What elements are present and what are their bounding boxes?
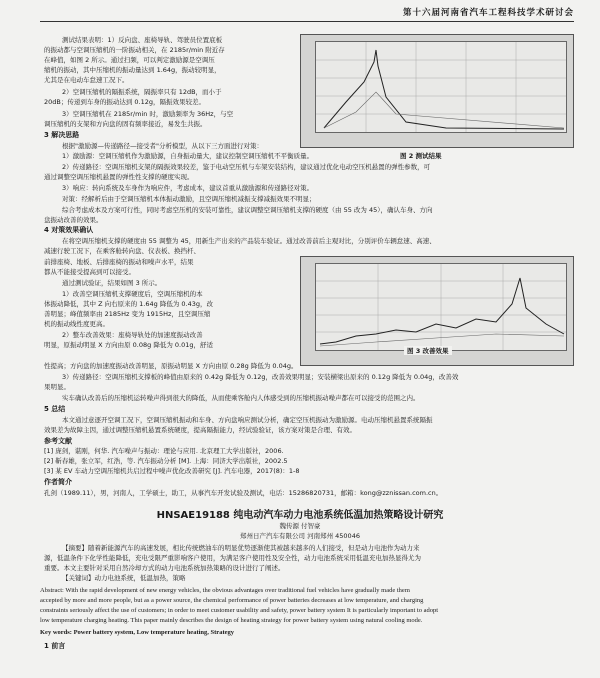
para-line: 性提高；方向盘的加速度振动改善明显，原振动明显 X 方向由原 0.28g 降低为 0.04g。 — [44, 362, 298, 370]
reference-item: [1] 庞剑，谌刚，何华. 汽车噪声与振动：理论与应用. 北京理工大学出版社，2006. — [44, 447, 284, 455]
abstract-cn-line: 重要。本文主要针对采用自然冷却方式的动力电池系统加热策略的设计进行了阐述。 — [44, 564, 285, 572]
para-line: 调压缩机的支架和方向盘的固有频率接近，易发生共振。 — [44, 120, 207, 128]
abstract-en-line: Abstract: With the rapid development of new energy vehicles, the obvious advantages over traditional fuel vehicles have gradually made them — [40, 587, 410, 594]
gridlines — [316, 42, 566, 132]
section-5-heading: 5 总结 — [44, 405, 66, 413]
measurement-curve — [324, 50, 564, 129]
paper-2-title: HNSAE19188 纯电动汽车动力电池系统低温加热策略设计研究 — [156, 510, 444, 521]
para-line: 对策：经解析后由于空调压缩机本体振动激励，且空调压缩机减振支撑减振效果不明显； — [62, 195, 316, 203]
para-line: 3）空调压缩机在 2185r/min 时，激励频率为 36Hz，与空 — [62, 110, 234, 118]
para-line: 本文通过意逐开空调工况下，空调压缩机振动和车身、方向盘响应测试分析，确定空压机振动为激励源。电动压缩机悬置系统隔振 — [62, 416, 433, 424]
para-line: 3）响应：转向系统及车身作为响应件，考虑成本，建议首重从激励源和传递路径对策。 — [62, 184, 314, 192]
para-line: 2）传递路径：空调压缩机支架的隔振效果较差，鉴于电动空压机与车架安装结构，建议通过优化电动空压机悬置的弹性参数，可 — [62, 163, 431, 171]
reference-item: [2] 靳春雄，张立军，红浩，等. 汽车振动分析 [M]. 上海：同济大学出版社，2002.5 — [44, 457, 288, 465]
para-line: 在峰值，如图 2 所示。通过扫频，可以判定激励源是空调压 — [44, 56, 215, 64]
para-line: 减速行驶工况下，在乘客舱转向盘、仪表板、换挡杆、 — [44, 247, 200, 255]
abstract-en-line: accepted by more and more people, but as a power source, the chemical performance of power batteries decreases at low temperature, and charging — [40, 597, 424, 604]
intro-heading: 1 前言 — [44, 642, 66, 650]
header-rule — [40, 21, 574, 22]
para-line: 盘振动改善的效果。 — [44, 216, 103, 224]
para-line: 根据"激励源—传递路径—接受者"分析模型，从以下三方面进行对策： — [62, 142, 263, 150]
secondary-curve — [324, 92, 564, 128]
para-line: 3）传递路径：空调压缩机支撑板的峰值由原来的 0.42g 降低为 0.12g，改善效果明显；安装横梁出原来的 0.12g 降低为 0.04g，改善效 — [62, 373, 459, 381]
para-line: 通过测试验证，结果如图 3 所示。 — [62, 279, 162, 287]
para-line: 前排座椅、地板、后排座椅的振动和噪声水平，结果 — [44, 258, 194, 266]
para-line: 1）改善空调压缩机支撑硬度后，空调压缩机的本 — [62, 290, 203, 298]
author-line: 孔剑（1989.11），男，河南人，工学硕士，助工，从事汽车开发试验及测试，电话：15286820731，邮箱：kong@zznissan.com.cn。 — [44, 489, 443, 497]
para-line: 2）空调压缩机的隔振系统，隔振率只有 12dB，而小于 — [62, 88, 222, 96]
abstract-cn-line: 【摘要】随着新能源汽车的高速发展，相比传统燃油车的明显优势逐渐使其被越来越多的人们接受，但是动力电池作为动力来 — [62, 544, 420, 552]
figure-2-plot — [300, 34, 574, 148]
abstract-en-line: constraints seriously affect the use of customers; in order to meet customer usability and safety, power battery system It is particularly important to adopt — [40, 607, 439, 614]
abstract-cn-line: 源，低温条件下化学性能降低，充电受限严重影响客户使用，为满足客户使用性及安全性，动力电池系统采用低温充电加热显得尤为 — [44, 554, 421, 562]
author-heading: 作者简介 — [44, 478, 72, 486]
para-line: 尤其是在电动车怠速工况下。 — [44, 76, 129, 84]
paper-2-affiliation: 郑州日产汽车有限公司 河南郑州 450046 — [240, 532, 360, 540]
para-line: 缩机的振动，其中压缩机的振动量达到 1.64g，振动较明显， — [44, 66, 221, 74]
para-line: 综合考虑成本及方案可行性，同时考虑空压机的安装可靠性，建议调整空调压缩机支撑的硬度（由 55 改为 45），确认车身、方向 — [62, 206, 433, 214]
para-line: 通过调整空调压缩机悬置的弹性性支撑的硬度实现。 — [44, 173, 194, 181]
reference-item: [3] 某 EV 车动力空调压缩机共启过程中噪声优化改善研究 [J]. 汽车电器，2017(8)：1-8 — [44, 467, 300, 475]
para-line: 体振动降低，其中 Z 向右原来的 1.64g 降低为 0.43g，改 — [44, 300, 213, 308]
para-line: 的振动都与空调压缩机的一阶振动相关，在 2185r/min 附近存 — [44, 46, 225, 54]
para-line: 实车确认改善后的压缩机运转噪声得到很大的降低，从而使乘客舱内人体感受到的压缩机振动噪声都在可以接受的范围之内。 — [62, 394, 420, 402]
section-3-heading: 3 解决思路 — [44, 131, 80, 139]
para-line: 1）激励源：空调压缩机作为激励源，自身振动量大，建议控制空调压缩机不平衡质量。 — [62, 152, 314, 160]
para-line: 测试结果表明：1）反向盘、座椅导轨、驾驶员位置底板 — [62, 36, 223, 44]
para-line: 机的振动线性度更高。 — [44, 320, 109, 328]
running-header: 第十六届河南省汽车工程科技学术研讨会 — [402, 8, 574, 18]
para-line: 善明显；峰值频率由 2185Hz 变为 1915Hz，且空调压缩 — [44, 310, 211, 318]
para-line: 果明显。 — [44, 383, 70, 391]
para-line: 20dB；传递到车身的振动达到 0.12g，隔振效果较差。 — [44, 98, 206, 106]
keywords-en: Key words: Power battery system, Low temperature heating, Strategy — [40, 629, 234, 636]
figure-2-caption: 图 2 测试结果 — [400, 152, 442, 160]
para-line: 明显，原振动明显 X 方向由原 0.08g 降低为 0.01g，舒适 — [44, 341, 213, 349]
plot-svg — [316, 264, 566, 350]
keywords-cn: 【关键词】动力电池系统，低温加热，策略 — [62, 574, 186, 582]
figure-3-caption: 图 3 改善效果 — [404, 346, 452, 355]
para-line: 在将空调压缩机支撑的硬度由 55 调整为 45，用新生产出来的产品装车验证。通过改善前后主观对比，分别评价车辆怠速、高速、 — [62, 237, 436, 245]
references-heading: 参考文献 — [44, 437, 72, 445]
abstract-en-line: low temperature charging heating. This paper mainly describes the design of heating strategy for power battery system using natural cooling mode. — [40, 617, 423, 624]
plot-area — [315, 263, 567, 351]
paper-2-authors: 魏传源 付智豪 — [279, 522, 321, 530]
para-line: 都从不能接受提高到可以接受。 — [44, 268, 135, 276]
para-line: 效果差为故障主因，通过调整压缩机悬置系统硬度，提高隔振能力，经试验验证，该方案对策是合理、有效。 — [44, 426, 356, 434]
section-4-heading: 4 对策效果确认 — [44, 226, 94, 234]
plot-svg — [316, 42, 566, 132]
plot-area — [315, 41, 567, 133]
para-line: 2）整车改善效果：座椅导轨处的加速度振动改善 — [62, 331, 203, 339]
improvement-curve — [320, 278, 564, 344]
